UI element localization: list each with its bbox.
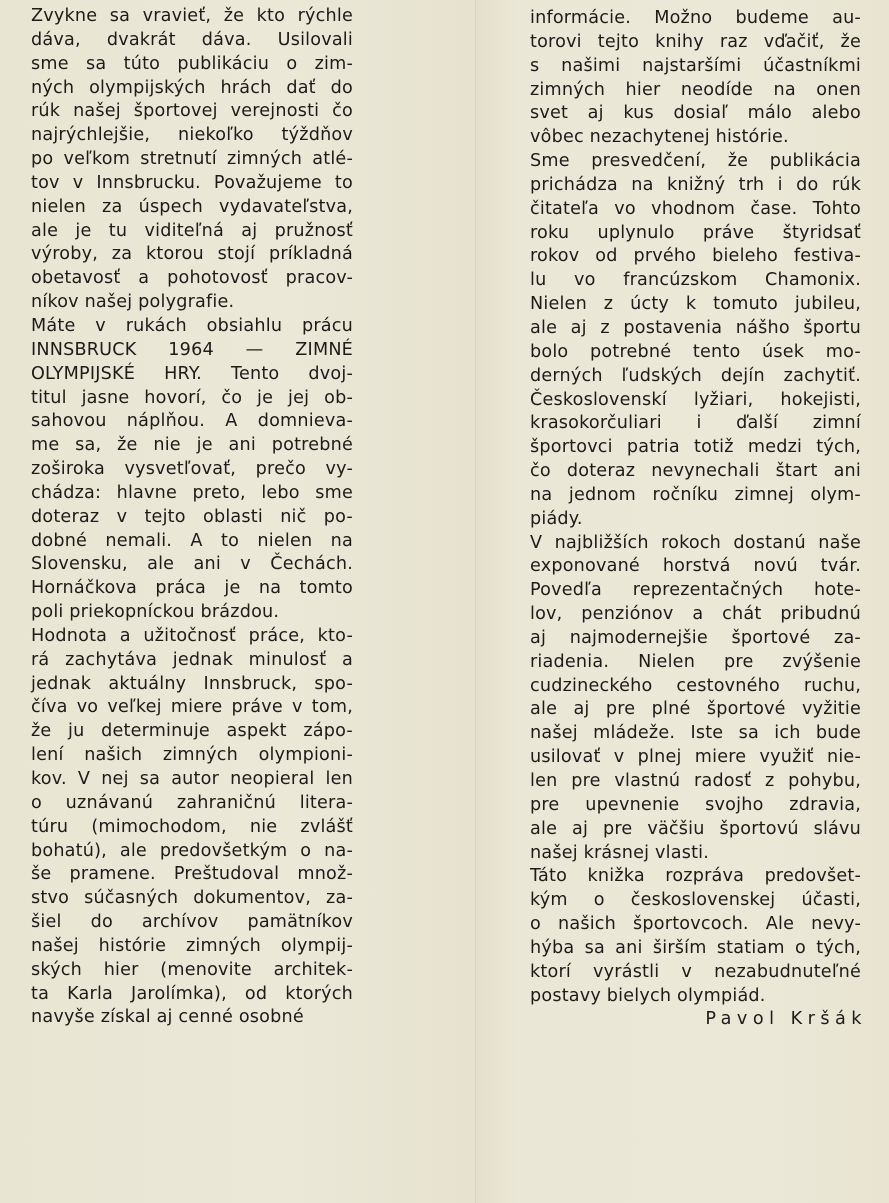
text-line: že ju determinuje aspekt zápo- — [31, 721, 353, 742]
text-line: hýba sa ani širším statiam o tých, — [530, 937, 861, 958]
paragraph — [530, 150, 861, 532]
text-line: šiel do archívov pamätníkov — [31, 912, 353, 933]
text-line: Hornáčkova práca je na tomto — [31, 578, 353, 599]
text-line: jednak aktuálny Innsbruck, spo- — [31, 673, 353, 694]
text-line: še pramene. Preštudoval množ- — [31, 864, 353, 885]
text-line: nielen za úspech vydavateľstva, — [31, 196, 353, 217]
text-line: INNSBRUCK 1964 — ZIMNÉ — [31, 339, 353, 360]
text-line: chádza: hlavne preto, lebo sme — [31, 482, 353, 503]
text-line: našej mládeže. Iste sa ich bude — [530, 723, 861, 744]
paragraph — [31, 315, 353, 625]
paragraph — [31, 5, 353, 315]
paragraph — [530, 865, 861, 1008]
text-line: túru (mimochodom, nie zvlášť — [31, 816, 353, 837]
text-line: Povedľa reprezentačných hote- — [530, 580, 861, 601]
text-line: o našich športovcoch. Ale nevy- — [530, 914, 861, 935]
text-line: lení našich zimných olympioni- — [31, 745, 353, 766]
text-line: piády. — [530, 508, 583, 529]
text-line: ale je tu viditeľná aj pružnosť — [31, 220, 353, 241]
text-line: našej krásnej vlasti. — [530, 842, 710, 863]
text-line: dobné nemali. A to nielen na — [31, 530, 353, 551]
text-line: ale aj pre väčšiu športovú slávu — [530, 818, 861, 839]
text-line: ale aj pre plné športové vyžitie — [530, 699, 861, 720]
text-line: informácie. Možno budeme au- — [530, 8, 861, 28]
text-line: navyše získal aj cenné osobné — [31, 1007, 304, 1028]
text-line: výroby, za ktorou stojí príkladná — [31, 244, 353, 265]
text-line: rúk našej športovej verejnosti čo — [31, 101, 353, 122]
text-line: Táto knižka rozpráva predovšet- — [530, 866, 861, 887]
text-line: roku uplynulo práve štyridsať — [530, 222, 861, 243]
text-line: najrýchlejšie, niekoľko týždňov — [31, 125, 353, 146]
text-line: bohatú), ale predovšetkým o na- — [31, 840, 353, 861]
text-line: dáva, dvakrát dáva. Usilovali — [31, 29, 353, 50]
text-line: o uznávanú zahraničnú litera- — [31, 792, 353, 813]
paragraph — [530, 7, 861, 150]
text-line: ktorí vyrástli v nezabudnuteľné — [530, 961, 861, 982]
text-line: ale aj z postavenia nášho športu — [530, 317, 861, 338]
text-line: Sme presvedčení, že publikácia — [530, 151, 861, 172]
text-line: níkov našej polygrafie. — [31, 292, 235, 313]
text-line: sahovou náplňou. A domnieva- — [31, 411, 353, 432]
text-line: postavy bielych olympiád. — [530, 985, 766, 1006]
text-line: sme sa túto publikáciu o zim- — [31, 53, 353, 74]
paragraph — [530, 532, 861, 866]
text-line: tov v Innsbrucku. Považujeme to — [31, 172, 353, 193]
text-line: prichádza na knižný trh i do rúk — [530, 174, 861, 195]
text-line: krasokorčuliari i ďalší zimní — [530, 413, 861, 434]
text-line: Máte v rukách obsiahlu prácu — [31, 315, 353, 336]
text-line: na jednom ročníku zimnej olym- — [530, 484, 861, 505]
text-line: obetavosť a pohotovosť pracov- — [31, 268, 353, 289]
author-signature: Pavol Kršák — [705, 1009, 867, 1030]
text-line: riadenia. Nielen pre zvýšenie — [530, 651, 861, 672]
paragraph — [31, 625, 353, 1030]
text-line: po veľkom stretnutí zimných atlé- — [31, 149, 353, 170]
text-line: čo doteraz nevynechali štart ani — [530, 461, 861, 482]
text-line: pre upevnenie svojho zdravia, — [530, 794, 861, 815]
text-line: zoširoka vysvetľovať, prečo vy- — [31, 459, 353, 480]
text-line: len pre vlastnú radosť z pohybu, — [530, 771, 861, 791]
text-line: rá zachytáva jednak minulosť a — [31, 649, 353, 670]
text-line: me sa, že nie je ani potrebné — [31, 435, 353, 456]
text-line: číva vo veľkej miere práve v tom, — [31, 697, 353, 718]
text-line: rokov od prvého bieleho festiva- — [530, 246, 861, 267]
text-line: zimných hier neodíde na onen — [530, 79, 861, 100]
text-line: kým o československej účasti, — [530, 890, 861, 911]
text-line: s našimi najstaršími účastníkmi — [530, 55, 861, 76]
text-line: ných olympijských hrách dať do — [31, 77, 353, 98]
text-line: Nielen z úcty k tomuto jubileu, — [530, 294, 861, 315]
text-line: titul jasne hovorí, čo je jej ob- — [31, 387, 353, 408]
text-line: stvo súčasných dokumentov, za- — [31, 888, 353, 909]
text-line: čitateľa vo vhodnom čase. Tohto — [530, 198, 861, 219]
text-line: OLYMPIJSKÉ HRY. Tento dvoj- — [31, 363, 353, 384]
text-line: ských hier (menovite architek- — [31, 959, 353, 980]
text-line: derných ľudských dejín zachytiť. — [530, 365, 861, 386]
text-line: cudzineckého cestovného ruchu, — [530, 675, 861, 696]
text-line: bolo potrebné tento úsek mo- — [530, 341, 861, 362]
text-line: Hodnota a užitočnosť práce, kto- — [31, 625, 353, 646]
text-line: aj najmodernejšie športové za- — [530, 627, 861, 648]
left-text-column — [31, 5, 353, 1030]
text-line: V najbližších rokoch dostanú naše — [530, 532, 861, 553]
text-line: našej histórie zimných olympij- — [31, 935, 353, 956]
text-line: kov. V nej sa autor neopieral len — [31, 769, 353, 789]
page-gutter — [475, 0, 476, 1203]
text-line: usilovať v plnej miere využiť nie- — [530, 747, 861, 768]
text-line: vôbec nezachytenej histórie. — [530, 127, 789, 148]
right-text-column — [530, 7, 867, 1032]
text-line: lu vo francúzskom Chamonix. — [530, 270, 861, 291]
text-line: poli priekopníckou brázdou. — [31, 602, 280, 623]
text-line: exponované horstvá novú tvár. — [530, 556, 861, 577]
text-line: športovci patria totiž medzi tých, — [530, 437, 861, 458]
text-line: torovi tejto knihy raz vďačiť, že — [530, 31, 861, 52]
text-line: ta Karla Jarolímka), od ktorých — [31, 983, 353, 1004]
text-line: lov, penziónov a chát pribudnú — [530, 604, 861, 625]
text-line: Slovensku, ale ani v Čechách. — [31, 554, 353, 575]
text-line: Československí lyžiari, hokejisti, — [530, 389, 861, 410]
text-line: doteraz v tejto oblasti nič po- — [31, 506, 353, 527]
text-line: svet aj kus dosiaľ málo alebo — [530, 103, 861, 124]
text-line: Zvykne sa vravieť, že kto rýchle — [31, 6, 353, 26]
